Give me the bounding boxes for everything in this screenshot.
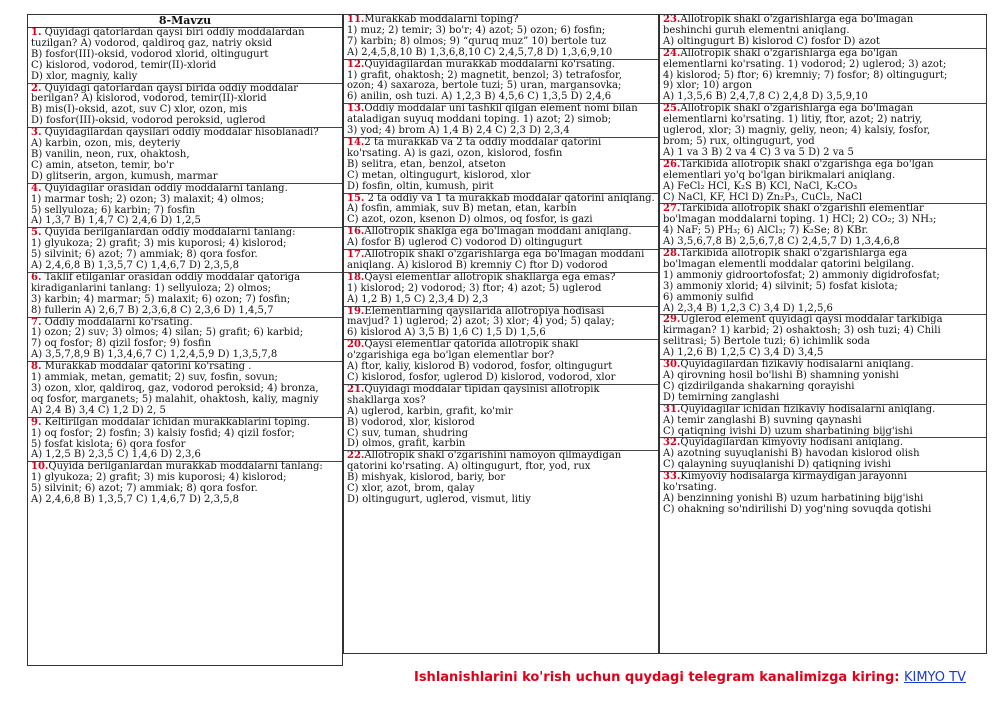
question-block [660, 104, 986, 160]
question-block [660, 249, 986, 315]
question-number: 29. [663, 315, 681, 326]
question-text: Allotropik shakl o'zgarishlarga ega bo'lmagan elementlarni ko'rsating. 1) litiy, ftor, azot; 2) natriy, uglerod, xlor; 3) magniy, geliy, neon; 4) kalsiy, fosfor, brom; 5) rux, oltingugurt, yod A) 1 va 3 B) 2 va 4 C) 3 va 5 D) 2 va 5 [663, 104, 931, 158]
question-text: Quyidagilardan qaysilari oddiy moddalar hisoblanadi? A) karbin, ozon, mis, deyteriy B) vanilin, neon, rux, ohaktosh, C) amin, atseton, temir, bo'r D) glitserin, argon, kumush, marmar [31, 128, 319, 182]
question-block [28, 318, 342, 363]
question-block [28, 273, 342, 318]
question-block [28, 184, 342, 229]
question-number: 27. [663, 204, 681, 215]
question-number: 22. [347, 451, 365, 462]
question-number: 28. [663, 249, 681, 260]
question-number: 9. [31, 417, 42, 428]
question-number: 18. [347, 272, 365, 283]
question-text: 2 ta murakkab va 2 ta oddiy moddalar qatorini ko'rsating. A) is gazi, ozon, kislorod, fosfin B) selitra, etan, benzol, atseton C) metan, oltingugurt, kislorod, xlor D) fosfin, oltin, kumush, pirit [347, 137, 602, 192]
question-text: Tarkibida allotropik shakl o'zgarishlarga ega bo'lmagan elementli moddalar qatorini belgilang. 1) ammoniy gidroortofosfat; 2) ammoniy digidrofosfat; 3) ammoniy xlorid; 4) silvinit; 5) fosfat kislota; 6) ammoniy sulfid A) 2,3,4 B) 1,2,3 C) 3,4 D) 1,2,5,6 [663, 249, 940, 314]
question-text: Quyidagilardan kimyoviy hodisani aniqlang. A) azotning suyuqlanishi B) havodan kislorod olish C) qalayning suyuqlanishi D) qatiqning ivishi [663, 438, 920, 471]
question-number: 3. [31, 128, 42, 139]
telegram-link[interactable]: KIMYO TV [903, 670, 966, 685]
question-block [660, 360, 986, 405]
question-text: Allotropik shakl o'zgarishlarga ega bo'lmagan beshinchi guruh elementni aniqlang. A) oltingugurt B) kislorod C) fosfor D) azot [663, 15, 914, 47]
question-number: 16. [347, 227, 365, 238]
question-block [660, 315, 986, 360]
question-text: Qaysi elementlar qatorida allotropik shakl o'zgarishiga ega bo'lgan elementlar bor? A) ftor, kaliy, kislorod B) vodorod, fosfor, oltingugurt C) kislorod, fosfor, uglerod D) kislorod, vodorod, xlor [347, 340, 616, 383]
question-number: 33. [663, 472, 681, 483]
question-text: Allotropik shakl o'zgarishini namoyon qilmaydigan qatorini ko'rsating. A) oltingugurt, ftor, yod, rux B) mishyak, kislorod, bariy, bor C) xlor, azot, brom, qalay D) oltingugurt, uglerod, vismut, litiy [347, 451, 622, 505]
question-text: Uglerod element quyidagi qaysi moddalar tarkibiga kirmagan? 1) karbid; 2) oshaktosh; 3) osh tuzi; 4) Chili selitrasi; 5) Bertole tuzi; 6) ichimlik soda A) 1,2,6 B) 1,2,5 C) 3,4 D) 3,4,5 [663, 315, 943, 359]
question-block [344, 385, 658, 451]
question-text: Quyida berilganlardan murakkab moddalarni tanlang: 1) glyukoza; 2) grafit; 3) mis kuporosi; 4) kislorod; 5) silvinit; 6) azot; 7) ammiak; 8) qora fosfor. A) 2,4,6,8 B) 1,3,5,7 C) 1,4,6,7 D) 2,3,5,8 [31, 462, 323, 506]
question-number: 15. [347, 193, 365, 204]
question-text: Qaysi elementlar allotropik shakllarga ega emas? 1) kislorod; 2) vodorod; 3) ftor; 4) azot; 5) uglerod A) 1,2 B) 1,5 C) 2,3,4 D) 2,3 [347, 272, 616, 305]
question-number: 6. [31, 272, 42, 283]
question-number: 8. [31, 362, 42, 373]
column-2 [343, 14, 659, 654]
question-block [344, 15, 658, 60]
column-1 [27, 14, 343, 666]
question-number: 24. [663, 48, 681, 59]
question-block [660, 405, 986, 439]
question-block [28, 362, 342, 418]
question-block [344, 194, 658, 228]
question-text: Taklif etilganlar orasidan oddiy moddalar qatoriga kiradiganlarini tanlang: 1) sellyuloza; 2) olmos; 3) karbin; 4) marmar; 5) malaxit; 6) ozon; 7) fosfin; 8) fullerin A) 2,6,7 B) 2,3,6,8 C) 2,3,6 D) 1,4,5,7 [31, 272, 301, 316]
question-text: Quyidagi moddalar tipidan qaysinisi allotropik shakllarga xos? A) uglerod, karbin, grafit, ko'mir B) vodorod, xlor, kislorod C) suv, tuman, shudring D) olmos, grafit, karbin [347, 384, 600, 450]
page-title: 8-Mavzu [28, 15, 342, 28]
question-text: Quyidagi qatorlardan qaysi biri oddiy moddalardan tuzilgan? A) vodorod, qaldiroq gaz, natriy oksid B) fosfor(III)-oksid, vodorod xlorid, oltingugurt C) kislorod, vodorod, temir(II)-xlorid D) xlor, magniy, kaliy [31, 28, 305, 82]
question-text: Allotropik shaklga ega bo'lmagan moddani aniqlang. A) fosfor B) uglerod C) vodorod D) oltingugurt [347, 227, 632, 249]
question-number: 31. [663, 404, 681, 415]
question-text: Quyidagilar ichidan fizikaviy hodisalarni aniqlang. A) temir zanglashi B) suvning qaynashi C) qatiqning ivishi D) uzum sharbatining bijg'ishi [663, 404, 936, 437]
question-number: 7. [31, 317, 42, 328]
question-text: Allotropik shakl o'zgarishlarga ega bo'lmagan moddani aniqlang. A) kislorod B) kremniy C) ftor D) vodorod [347, 250, 645, 271]
question-block [344, 340, 658, 385]
question-text: Tarkibida allotropik shakl o'zgarishli elementlar bo'lmagan moddalarni toping. 1) HCl; 2) CO₂; 3) NH₃; 4) NaF; 5) PH₃; 6) AlCl₃; 7) K₂Se; 8) KBr. A) 3,5,6,7,8 B) 2,5,6,7,8 C) 2,4,5,7 D) 1,3,4,6,8 [663, 204, 937, 248]
question-block [28, 128, 342, 184]
question-number: 26. [663, 159, 681, 170]
question-text: Oddiy moddalarni ko'rsating. 1) ozon; 2) suv; 3) olmos; 4) silan; 5) grafit; 6) karbid; 7) oq fosfor; 8) qizil fosfor; 9) fosfin A) 3,5,7,8,9 B) 1,3,4,6,7 C) 1,2,4,5,9 D) 1,3,5,7,8 [31, 317, 304, 361]
question-block [28, 418, 342, 463]
question-block [660, 438, 986, 472]
question-block [660, 49, 986, 105]
question-block [344, 307, 658, 341]
question-text: 2 ta oddiy va 1 ta murakkab moddalar qatorini aniqlang. A) fosfin, ammiak, suv B) metan, etan, karbin C) azot, ozon, ksenon D) olmos, oq fosfor, is gazi [347, 193, 655, 226]
question-block [28, 228, 342, 273]
question-block [660, 204, 986, 249]
question-block [344, 138, 658, 194]
question-number: 17. [347, 250, 365, 261]
column-3 [659, 14, 987, 654]
question-text: Quyidagilar orasidan oddiy moddalarni tanlang. 1) marmar tosh; 2) ozon; 3) malaxit; 4) olmos; 5) sellyuloza; 6) karbin; 7) fosfin A) 1,3,7 B) 1,4,7 C) 2,4,6 D) 1,2,5 [31, 183, 288, 227]
question-text: Murakkab moddalarni toping? 1) muz; 2) temir; 3) bo'r; 4) azot; 5) ozon; 6) fosfin; 7) karbin; 8) olmos; 9) “quruq muz” 10) bertole tuz A) 2,4,5,8,10 B) 1,3,6,8,10 C) 2,4,5,7,8 D) 1,3,6,9,10 [347, 15, 613, 58]
question-text: Quyida berilganlardan oddiy moddalarni tanlang: 1) glyukoza; 2) grafit; 3) mis kuporosi; 4) kislorod; 5) silvinit; 6) azot; 7) ammiak; 8) qora fosfor. A) 2,4,6,8 B) 1,3,5,7 C) 1,4,6,7 D) 2,3,5,8 [31, 228, 296, 272]
question-block [344, 227, 658, 250]
question-number: 5. [31, 228, 42, 239]
question-block [28, 462, 342, 506]
question-number: 13. [347, 104, 365, 115]
question-block [344, 60, 658, 105]
question-block [28, 84, 342, 129]
question-text: Tarkibida allotropik shakl o'zgarishga ega bo'lgan elementlari yo'q bo'lgan birikmalari aniqlang. A) FeCl₂ HCl, K₂S B) KCl, NaCl, K₂CO₃ C) NaCl, KF, HCl D) Zn₂P₃, CuCl₂, NaCl [663, 159, 934, 203]
footer-message: Ishlanishlarini ko'rish uchun quydagi telegram kanalimizga kiring: [413, 670, 904, 685]
question-number: 20. [347, 340, 365, 351]
question-number: 19. [347, 306, 365, 317]
question-number: 11. [347, 15, 365, 25]
question-number: 25. [663, 104, 681, 115]
question-text: Quyidagi qatorlardan qaysi birida oddiy moddalar berilgan? A) kislorod, vodorod, temir(II)-xlorid B) mis(I)-oksid, azot, suv C) xlor, ozon, mis D) fosfor(III)-oksid, vodorod peroksid, uglerod [31, 83, 299, 127]
question-number: 2. [31, 83, 42, 94]
question-text: Quyidagilardan murakkab moddalarni ko'rsating. 1) grafit, ohaktosh; 2) magnetit, benzol; 3) tetrafosfor, ozon; 4) saxaroza, bertole tuzi; 5) uran, margansovka; 6) anilin, osh tuzi. A) 1,2,3 B) 4,5,6 C) 1,3,5 D) 2,4,6 [347, 59, 622, 103]
question-number: 12. [347, 59, 365, 70]
question-number: 4. [31, 183, 42, 194]
question-number: 1. [31, 28, 42, 38]
question-text: Oddiy moddalar uni tashkil qilgan element nomi bilan atаladigan suyuq moddani toping. 1) azot; 2) simob; 3) yod; 4) brom A) 1,4 B) 2,4 C) 2,3 D) 2,3,4 [347, 104, 638, 137]
question-text: Kimyoviy hodisalarga kirmaydigan jarayonni ko'rsating. A) benzinning yonishi B) uzum harbatining bijg'ishi C) ohakning so'ndirilishi D) yog'ning sovuqda qotishi [663, 472, 932, 515]
question-text: Quyidagilardan fizikaviy hodisalarni aniqlang. A) qirovning hosil bo'lishi B) shamning yonishi C) qizdirilganda shakarning qorayishi D) temirning zanglashi [663, 360, 914, 403]
question-number: 23. [663, 15, 681, 25]
question-block [344, 250, 658, 273]
question-block [344, 273, 658, 307]
question-text: Allotropik shakl o'zgarishlarga ega bo'lgan elementlarni ko'rsating. 1) vodorod; 2) uglerod; 3) azot; 4) kislorod; 5) ftor; 6) kremniy; 7) fosfor; 8) oltingugurt; 9) xlor; 10) argon A) 1,3,5,6 B) 2,4,7,8 C) 2,4,8 D) 3,5,9,10 [663, 48, 948, 103]
question-block [344, 104, 658, 138]
question-text: Keltirilgan moddalar ichidan murakkablarini toping. 1) oq fosfor; 2) fosfin; 3) kalsiy fosfid; 4) qizil fosfor; 5) fosfat kislota; 6) qora fosfor A) 1,2,5 B) 2,3,5 C) 1,4,6 D) 2,3,6 [31, 417, 310, 461]
question-text: Murakkab moddalar qatorini ko'rsating . 1) ammiak, metan, gematit; 2) suv, fosfin, sovun; 3) ozon, xlor, qaldiroq, gaz, vodorod peroksid; 4) bronza, oq fosfor, marganets; 5) malahit, ohaktosh, kaliy, magniy A) 2,4 B) 3,4 C) 1,2 D) 2, 5 [31, 362, 319, 416]
question-number: 32. [663, 438, 681, 449]
worksheet [27, 14, 987, 666]
question-block [660, 472, 986, 516]
question-number: 14. [347, 137, 365, 148]
question-block [28, 28, 342, 84]
question-block [660, 15, 986, 49]
question-text: Elementlarning qaysilarida allotropiya hodisasi mavjud? 1) uglerod; 2) azot; 3) xlor; 4) yod; 5) qalay; 6) kislorod A) 3,5 B) 1,6 C) 1,5 D) 1,5,6 [347, 306, 615, 339]
question-number: 30. [663, 360, 681, 371]
question-block [344, 451, 658, 506]
question-number: 21. [347, 384, 365, 395]
question-block [660, 160, 986, 205]
footer [414, 670, 966, 685]
question-number: 10. [31, 462, 49, 473]
